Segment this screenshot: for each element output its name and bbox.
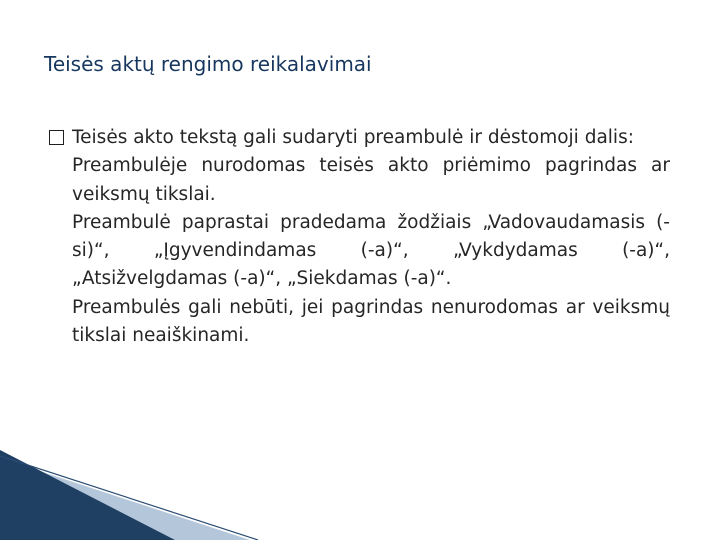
paragraph-preamble-purpose: Preambulėje nurodomas teisės akto priėmimo pagrindas ar veiksmų tikslai. (72, 155, 670, 205)
paragraph-preamble-optional: Preambulės gali nebūti, jei pagrindas nenurodomas ar veiksmų tikslai neaiškinami. (72, 296, 670, 347)
corner-decoration-dark-band (0, 450, 175, 540)
paragraph-preamble-start-words: Preambulė paprastai pradedama žodžiais „Vadovaudamasis (-si)“, „Įgyvendindamas (-a)“, „Vykdydamas (-a)“, „Atsižvelgdamas (-a)“, „Siekdamas (-a)“. (72, 211, 670, 290)
corner-decoration-graphic (0, 450, 720, 540)
slide-body (72, 124, 670, 350)
corner-decoration-light-band (0, 458, 250, 540)
hollow-square-bullet-icon (49, 130, 64, 145)
slide-title: Teisės aktų rengimo reikalavimai (44, 52, 372, 76)
paragraph-intro: Teisės akto tekstą gali sudaryti preambulė ir dėstomoji dalis: (72, 127, 634, 148)
corner-decoration-line (0, 456, 258, 540)
